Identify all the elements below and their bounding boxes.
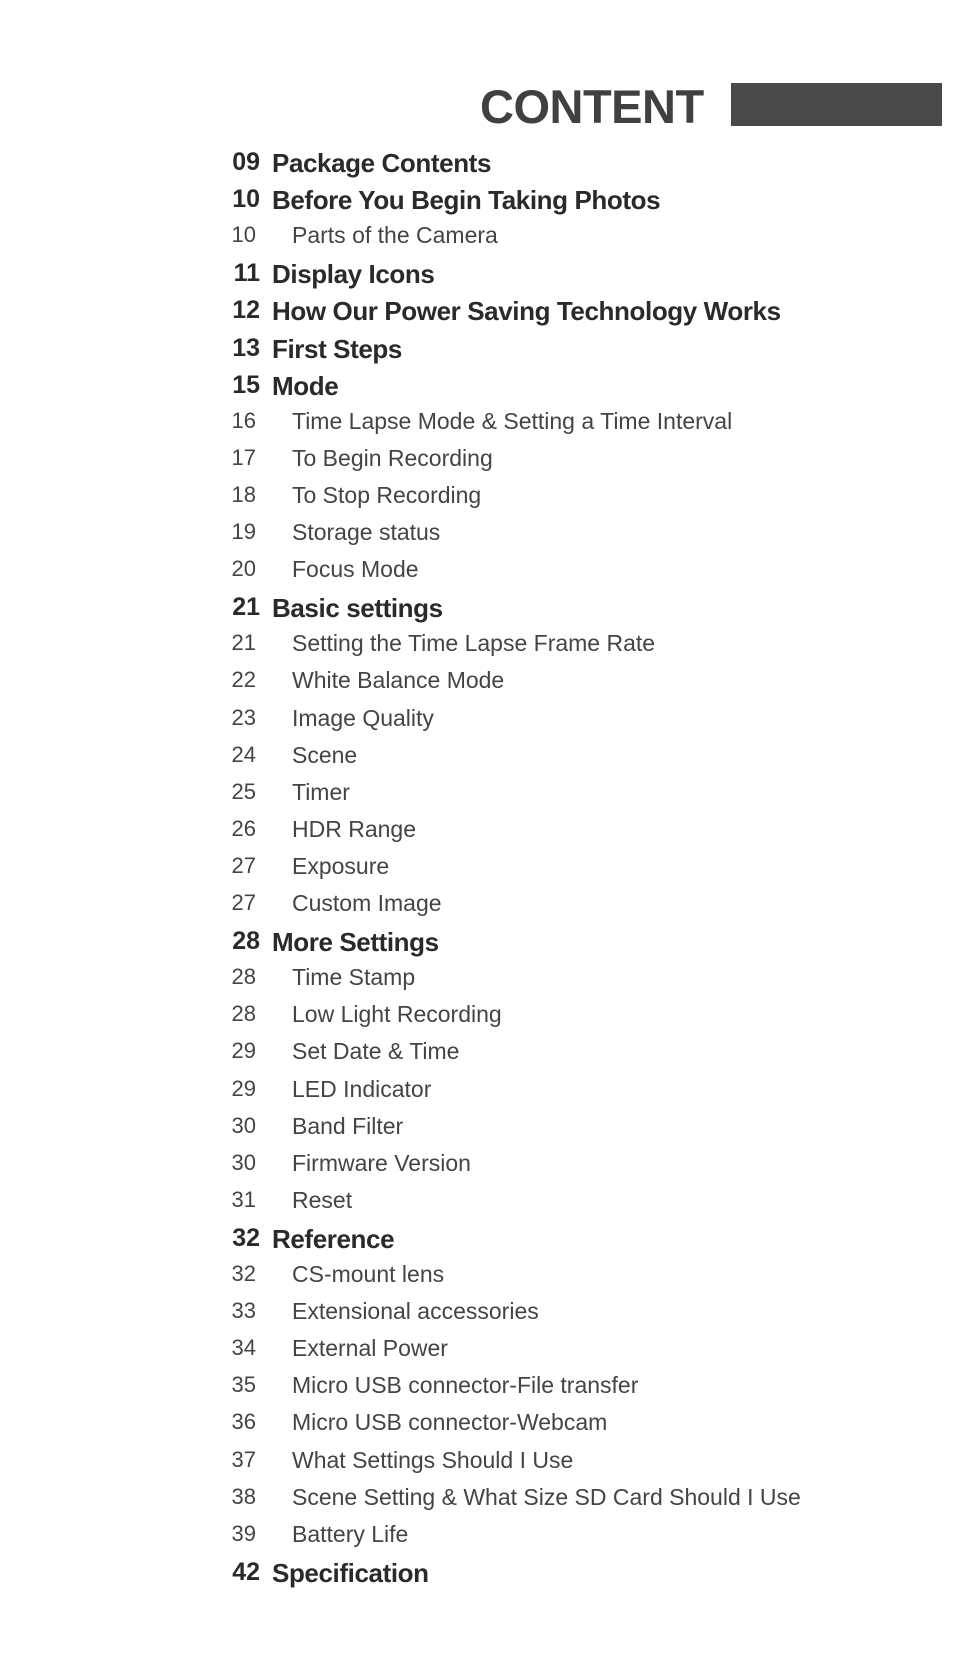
toc-page-number: 23 bbox=[231, 704, 256, 730]
toc-entry-label: Parts of the Camera bbox=[292, 222, 498, 249]
toc-page-number: 42 bbox=[232, 1557, 260, 1586]
toc-page-number: 13 bbox=[232, 333, 260, 362]
toc-entry-label: Low Light Recording bbox=[292, 1001, 502, 1028]
toc-entry-label: Focus Mode bbox=[292, 556, 419, 583]
toc-entry-label: Firmware Version bbox=[292, 1149, 471, 1176]
toc-entry-label: LED Indicator bbox=[292, 1075, 432, 1102]
toc-entry-label: Extensional accessories bbox=[292, 1298, 539, 1325]
toc-page-number: 27 bbox=[231, 852, 256, 878]
toc-page-number: 10 bbox=[232, 185, 260, 214]
toc-page-number: 32 bbox=[231, 1261, 256, 1286]
toc-entry-label: Basic settings bbox=[272, 593, 443, 624]
toc-entry-label: HDR Range bbox=[292, 815, 416, 842]
toc-entry-label: Battery Life bbox=[292, 1520, 409, 1547]
toc-entry-label: Timer bbox=[292, 778, 350, 805]
toc-entry-label: Mode bbox=[272, 370, 339, 401]
toc-page-number: 09 bbox=[232, 148, 260, 176]
toc-entry-label: Specification bbox=[272, 1557, 429, 1588]
toc-entry-label: Storage status bbox=[292, 519, 441, 545]
toc-page-number: 37 bbox=[231, 1446, 256, 1472]
toc-page-number: 30 bbox=[231, 1149, 256, 1175]
toc-entry-label: CS-mount lens bbox=[292, 1261, 445, 1287]
toc-entry-label: To Begin Recording bbox=[292, 444, 493, 471]
toc-page-number: 10 bbox=[231, 222, 256, 248]
toc-page-number: 21 bbox=[232, 593, 260, 622]
toc-page-number: 33 bbox=[231, 1298, 256, 1324]
toc-entry-label: Micro USB connector-File transfer bbox=[292, 1372, 639, 1399]
toc-entry-label: To Stop Recording bbox=[292, 481, 482, 508]
toc-entry-label: Time Lapse Mode & Setting a Time Interval bbox=[292, 407, 733, 434]
toc-page-number: 39 bbox=[231, 1520, 256, 1546]
toc-entry-label: Scene bbox=[292, 741, 358, 768]
toc-entry-label: First Steps bbox=[272, 333, 402, 364]
toc-entry-label: Scene Setting & What Size SD Card Should I Use bbox=[292, 1483, 801, 1510]
title-accent-bar bbox=[731, 83, 942, 126]
toc-page-number: 27 bbox=[231, 890, 256, 915]
toc-page-number: 28 bbox=[231, 1001, 256, 1027]
toc-entry-label: Reference bbox=[272, 1223, 395, 1254]
toc-page-number: 35 bbox=[231, 1372, 256, 1398]
toc-entry-label: White Balance Mode bbox=[292, 667, 505, 694]
toc-page-number: 20 bbox=[231, 556, 256, 582]
toc-entry-label: Set Date & Time bbox=[292, 1038, 460, 1065]
toc-page-number: 12 bbox=[232, 296, 260, 325]
toc-page-number: 24 bbox=[231, 741, 256, 767]
toc-page-number: 11 bbox=[233, 259, 260, 288]
toc-page-number: 31 bbox=[231, 1186, 256, 1212]
toc-page-number: 36 bbox=[231, 1409, 256, 1435]
page-title: CONTENT bbox=[480, 80, 704, 133]
toc-page-number: 18 bbox=[231, 481, 256, 507]
toc-entry-label: How Our Power Saving Technology Works bbox=[272, 296, 781, 327]
toc-page-number: 38 bbox=[231, 1483, 256, 1509]
toc-entry-label: Package Contents bbox=[272, 148, 492, 178]
toc-entry-label: Exposure bbox=[292, 852, 390, 879]
toc-entry-label: Custom Image bbox=[292, 890, 442, 916]
toc-entry-label: More Settings bbox=[272, 927, 439, 958]
toc-page-number: 28 bbox=[232, 927, 260, 956]
toc-page-number: 21 bbox=[231, 630, 256, 656]
toc-entry-label: Time Stamp bbox=[292, 964, 416, 991]
toc-page-number: 30 bbox=[231, 1112, 256, 1138]
toc-page-number: 34 bbox=[231, 1335, 256, 1361]
toc-entry-label: External Power bbox=[292, 1335, 448, 1362]
toc-page-number: 17 bbox=[231, 444, 256, 470]
toc-page-number: 25 bbox=[231, 778, 256, 804]
toc-page-number: 15 bbox=[232, 370, 260, 399]
toc-page-number: 26 bbox=[231, 815, 256, 841]
toc-entry-label: What Settings Should I Use bbox=[292, 1446, 574, 1473]
toc-page-number: 19 bbox=[231, 519, 256, 544]
toc-page-number: 29 bbox=[231, 1075, 256, 1101]
toc-page-number: 32 bbox=[232, 1223, 260, 1252]
toc-entry-label: Micro USB connector-Webcam bbox=[292, 1409, 608, 1436]
toc-entry-label: Before You Begin Taking Photos bbox=[272, 185, 661, 216]
toc-entry-label: Image Quality bbox=[292, 704, 434, 731]
toc-page-number: 28 bbox=[231, 964, 256, 990]
toc-entry-label: Display Icons bbox=[272, 259, 435, 290]
toc-entry-label: Band Filter bbox=[292, 1112, 404, 1139]
toc-page-number: 29 bbox=[231, 1038, 256, 1064]
toc-entry-label: Setting the Time Lapse Frame Rate bbox=[292, 630, 656, 657]
toc-page-number: 22 bbox=[231, 667, 256, 693]
toc-page-number: 16 bbox=[231, 407, 256, 433]
toc-entry-label: Reset bbox=[292, 1186, 353, 1213]
